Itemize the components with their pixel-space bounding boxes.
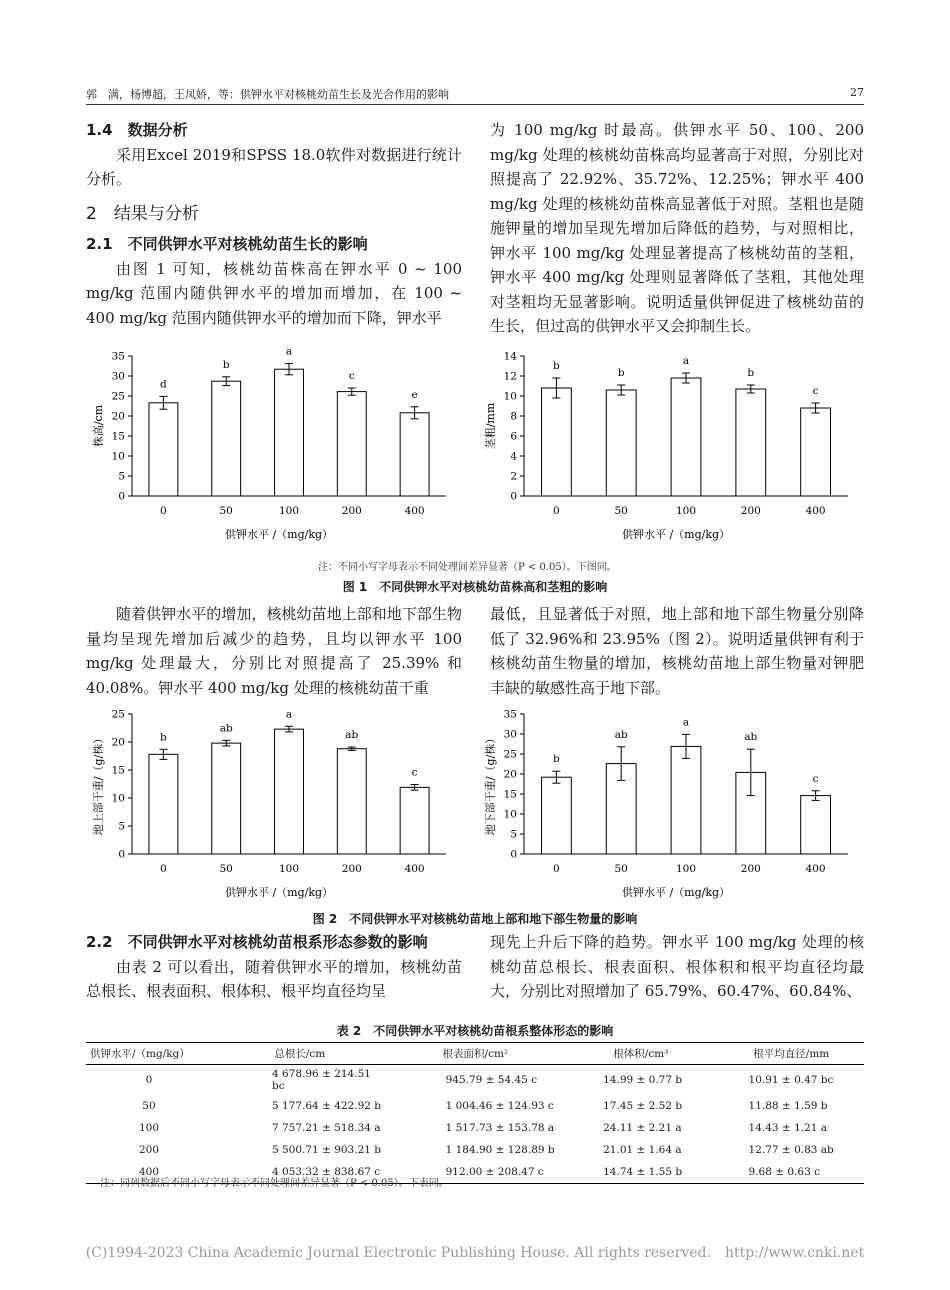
- significance-letter: b: [160, 731, 167, 744]
- table-cell: 100: [138, 1122, 159, 1134]
- y-tick-label: 5: [118, 470, 125, 483]
- biomass-right: [490, 602, 864, 700]
- significance-letter: c: [348, 370, 355, 382]
- significance-letter: b: [553, 360, 560, 372]
- table-cell: 24.11 ± 2.21 a: [603, 1122, 682, 1134]
- y-tick-label: 35: [503, 708, 517, 721]
- bar: [541, 777, 571, 854]
- x-axis-label: 供钾水平 /（mg/kg）: [224, 528, 334, 541]
- table-cell: 4 678.96 ± 214.51 bc: [271, 1068, 371, 1092]
- y-tick-label: 4: [510, 450, 517, 463]
- table-cell: 0: [145, 1074, 153, 1086]
- significance-letter: ab: [345, 729, 359, 742]
- figure-1-note: 注：不同小写字母表示不同处理间差异显著（P < 0.05）。下图同。: [318, 562, 617, 573]
- table-cell: 400: [86, 1161, 212, 1184]
- section-2-2-heading: 2.2 不同供钾水平对核桃幼苗根系形态参数的影响: [86, 933, 428, 951]
- bar: [275, 369, 304, 496]
- y-axis-label: 地下部干重/（g/株）: [484, 732, 497, 836]
- x-tick-label: 100: [278, 505, 300, 517]
- biomass-left-text: 随着供钾水平的增加，核桃幼苗地上部和地下部生物量均呈现先增加后减少的趋势，且均以钾水平 100 mg/kg 处理最大，分别比对照提高了 25.39% 和 40.08%。钾水平 400 mg/kg 处理的核桃幼苗干重: [86, 605, 462, 697]
- table-cell: 5 177.64 ± 422.92 b: [271, 1100, 381, 1112]
- significance-letter: d: [160, 378, 167, 391]
- bar: [541, 388, 571, 496]
- bar: [212, 381, 241, 496]
- y-tick-label: 25: [111, 390, 125, 403]
- bar: [801, 408, 831, 496]
- x-tick-label: 50: [614, 505, 628, 517]
- table-row: [86, 1117, 864, 1139]
- left-column-top: [86, 118, 462, 330]
- table-header-row: [86, 1043, 864, 1065]
- significance-letter: ab: [744, 731, 758, 744]
- bar: [606, 390, 636, 496]
- section-2-2-left: [86, 930, 462, 1004]
- y-tick-label: 10: [111, 450, 125, 463]
- bar: [337, 749, 366, 854]
- y-tick-label: 20: [111, 736, 125, 749]
- section-2-1-right-text: 为 100 mg/kg 时最高。供钾水平 50、100、200 mg/kg 处理的核桃幼苗株高均显著高于对照，分别比对照提高了 22.92%、35.72%、12.25%；钾水平 400 mg/kg 处理的核桃幼苗株高显著低于对照。茎粗也是随施钾量的增加呈现先增加后降低的趋势，与对照相比，钾水平 100 mg/kg 处理显著提高了核桃幼苗的茎粗，钾水平 400 mg/kg 处理则显著降低了茎粗，其他处理对茎粗均无显著影响。说明适量供钾促进了核桃幼苗的生长，但过高的供钾水平又会抑制生长。: [490, 121, 864, 335]
- table-cell: 200: [138, 1144, 159, 1156]
- section-2-2-right-text: 现先上升后下降的趋势。钾水平 100 mg/kg 处理的核桃幼苗总根长、根表面积、根体积和根平均直径均最大，分别比对照增加了 65.79%、60.47%、60.84%、: [490, 933, 864, 1000]
- y-tick-label: 5: [510, 828, 517, 841]
- chart-stem: [478, 346, 864, 546]
- y-tick-label: 15: [111, 430, 125, 443]
- table-2: [86, 1042, 864, 1184]
- table-cell: 11.88 ± 1.59 b: [748, 1100, 828, 1112]
- y-tick-label: 14: [503, 350, 517, 363]
- col-header-surface-area: 根表面积/cm²: [388, 1043, 564, 1065]
- y-tick-label: 10: [111, 792, 125, 805]
- x-axis-label: 供钾水平 /（mg/kg）: [621, 886, 731, 899]
- bar: [149, 754, 178, 854]
- y-tick-label: 30: [111, 370, 125, 383]
- table-cell: 21.01 ± 1.64 a: [603, 1144, 682, 1156]
- significance-letter: b: [222, 358, 230, 371]
- section-2-1-heading: 2.1 不同供钾水平对核桃幼苗生长的影响: [86, 235, 368, 253]
- x-axis-label: 供钾水平 /（mg/kg）: [621, 528, 731, 541]
- x-tick-label: 100: [675, 863, 697, 875]
- x-tick-label: 50: [614, 863, 628, 875]
- table-cell: 14.43 ± 1.21 a: [748, 1122, 828, 1134]
- x-tick-label: 400: [404, 505, 425, 517]
- bar: [801, 796, 831, 854]
- table-2-note: 注：同列数据后不同小写字母表示不同处理间差异显著（P < 0.05）。下表同。: [100, 1178, 449, 1189]
- section-1-4-heading: 1.4 数据分析: [86, 121, 188, 139]
- table-cell: 1 184.90 ± 128.89 b: [445, 1144, 555, 1156]
- biomass-left: [86, 602, 462, 700]
- y-axis-label: 株高/cm: [92, 404, 105, 448]
- y-tick-label: 0: [118, 490, 125, 503]
- bar: [337, 392, 366, 496]
- table-cell: 14.74 ± 1.55 b: [563, 1161, 718, 1184]
- copyright-watermark: (C)1994-2023 China Academic Journal Electronic Publishing House. All rights reserved. http://www.cnki.net: [85, 1245, 865, 1261]
- bar: [736, 389, 766, 496]
- x-axis-label: 供钾水平 /（mg/kg）: [224, 886, 334, 899]
- bar: [212, 743, 241, 854]
- table-cell: 10.91 ± 0.47 bc: [748, 1074, 834, 1086]
- significance-letter: a: [682, 716, 690, 729]
- y-tick-label: 35: [111, 350, 125, 363]
- x-tick-label: 200: [341, 505, 362, 517]
- running-header: [86, 86, 864, 102]
- y-tick-label: 0: [118, 848, 125, 861]
- bar: [400, 787, 429, 854]
- figure-2-caption: 图 2 不同供钾水平对核桃幼苗地上部和地下部生物量的影响: [312, 912, 638, 926]
- chart-height: [86, 346, 462, 546]
- header-rule: [86, 104, 864, 105]
- table-2-caption: 表 2 不同供钾水平对核桃幼苗根系整体形态的影响: [336, 1024, 614, 1038]
- col-header-root-diameter: 根平均直径/mm: [719, 1043, 864, 1065]
- y-tick-label: 20: [503, 768, 517, 781]
- y-tick-label: 12: [503, 370, 517, 383]
- significance-letter: b: [553, 753, 560, 766]
- table-cell: 9.68 ± 0.63 c: [719, 1161, 864, 1184]
- x-tick-label: 100: [278, 863, 300, 875]
- x-tick-label: 0: [553, 863, 560, 875]
- y-tick-label: 8: [510, 410, 517, 423]
- y-tick-label: 0: [510, 848, 517, 861]
- significance-letter: ab: [219, 722, 233, 735]
- y-axis-label: 地上部干重/（g/株）: [92, 732, 105, 836]
- y-tick-label: 30: [503, 728, 517, 741]
- table-cell: 12.77 ± 0.83 ab: [748, 1144, 834, 1156]
- table-cell: 4 053.32 ± 838.67 c: [212, 1161, 388, 1184]
- x-tick-label: 200: [740, 505, 761, 517]
- x-tick-label: 50: [219, 505, 233, 517]
- significance-letter: c: [411, 766, 418, 779]
- significance-letter: b: [617, 367, 625, 379]
- section-2-2-right: [490, 930, 864, 1004]
- x-tick-label: 0: [160, 863, 167, 875]
- significance-letter: c: [812, 385, 819, 397]
- table-cell: 1 517.73 ± 153.78 a: [445, 1122, 555, 1134]
- page-number: 27: [850, 86, 864, 99]
- table-cell: 5 500.71 ± 903.21 b: [271, 1144, 381, 1156]
- significance-letter: a: [682, 355, 690, 367]
- table-cell: 912.00 ± 208.47 c: [388, 1161, 564, 1184]
- x-tick-label: 0: [160, 505, 167, 517]
- section-2-2-left-text: 由表 2 可以看出，随着供钾水平的增加，核桃幼苗总根长、根表面积、根体积、根平均直径均呈: [86, 957, 462, 1000]
- chart-belowground: [478, 704, 864, 904]
- significance-letter: ab: [614, 728, 628, 741]
- figure-1-caption: 图 1 不同供钾水平对核桃幼苗株高和茎粗的影响: [342, 580, 608, 594]
- x-tick-label: 200: [341, 863, 362, 875]
- col-header-potassium: 供钾水平/（mg/kg）: [86, 1043, 212, 1065]
- x-tick-label: 400: [404, 863, 425, 875]
- bar: [275, 729, 304, 854]
- col-header-root-volume: 根体积/cm³: [563, 1043, 718, 1065]
- y-tick-label: 2: [510, 470, 517, 483]
- significance-letter: a: [285, 346, 293, 358]
- y-tick-label: 25: [111, 708, 125, 721]
- section-1-4-text: 采用Excel 2019和SPSS 18.0软件对数据进行统计分析。: [86, 145, 462, 188]
- y-tick-label: 15: [503, 788, 517, 801]
- table-row: [86, 1095, 864, 1117]
- y-tick-label: 6: [510, 430, 517, 443]
- y-tick-label: 20: [111, 410, 125, 423]
- significance-letter: c: [812, 772, 819, 785]
- bar: [671, 378, 701, 496]
- chart-aboveground: [86, 704, 462, 904]
- col-header-root-length: 总根长/cm: [212, 1043, 388, 1065]
- table-cell: 17.45 ± 2.52 b: [603, 1100, 683, 1112]
- x-tick-label: 400: [805, 863, 826, 875]
- y-tick-label: 10: [503, 390, 517, 403]
- biomass-right-text: 最低，且显著低于对照，地上部和地下部生物量分别降低了 32.96%和 23.95%（图 2）。说明适量供钾有利于核桃幼苗生物量的增加，核桃幼苗地上部生物量对钾肥丰缺的敏感性高于地下部。: [490, 605, 864, 697]
- section-2-heading: 2 结果与分析: [86, 203, 199, 224]
- table-cell: 7 757.21 ± 518.34 a: [271, 1122, 381, 1134]
- y-axis-label: 茎粗/mm: [484, 402, 497, 450]
- running-title: 郭 满，杨博超，王凤娇，等：供钾水平对核桃幼苗生长及光合作用的影响: [86, 88, 449, 101]
- section-2-1-left-text: 由图 1 可知，核桃幼苗株高在钾水平 0 ~ 100 mg/kg 范围内随供钾水平的增加而增加，在 100 ~ 400 mg/kg 范围内随供钾水平的增加而下降，钾水平: [86, 259, 462, 327]
- y-tick-label: 0: [510, 490, 517, 503]
- x-tick-label: 50: [219, 863, 233, 875]
- table-cell: 945.79 ± 54.45 c: [445, 1074, 538, 1086]
- x-tick-label: 100: [675, 505, 697, 517]
- table-cell: 1 004.46 ± 124.93 c: [445, 1100, 554, 1112]
- table-cell: 50: [142, 1100, 156, 1112]
- right-column-top: [490, 118, 864, 339]
- x-tick-label: 0: [553, 505, 560, 517]
- y-tick-label: 25: [503, 748, 517, 761]
- significance-letter: e: [411, 388, 418, 401]
- bar: [671, 746, 701, 854]
- table-cell: 14.99 ± 0.77 b: [603, 1074, 683, 1086]
- y-tick-label: 5: [118, 820, 125, 833]
- y-tick-label: 15: [111, 764, 125, 777]
- y-tick-label: 10: [503, 808, 517, 821]
- bar: [149, 403, 178, 496]
- x-tick-label: 400: [805, 505, 826, 517]
- table-row: [86, 1065, 864, 1096]
- x-tick-label: 200: [740, 863, 761, 875]
- table-row: [86, 1139, 864, 1161]
- significance-letter: a: [285, 708, 293, 721]
- bar: [400, 413, 429, 496]
- significance-letter: b: [747, 367, 755, 379]
